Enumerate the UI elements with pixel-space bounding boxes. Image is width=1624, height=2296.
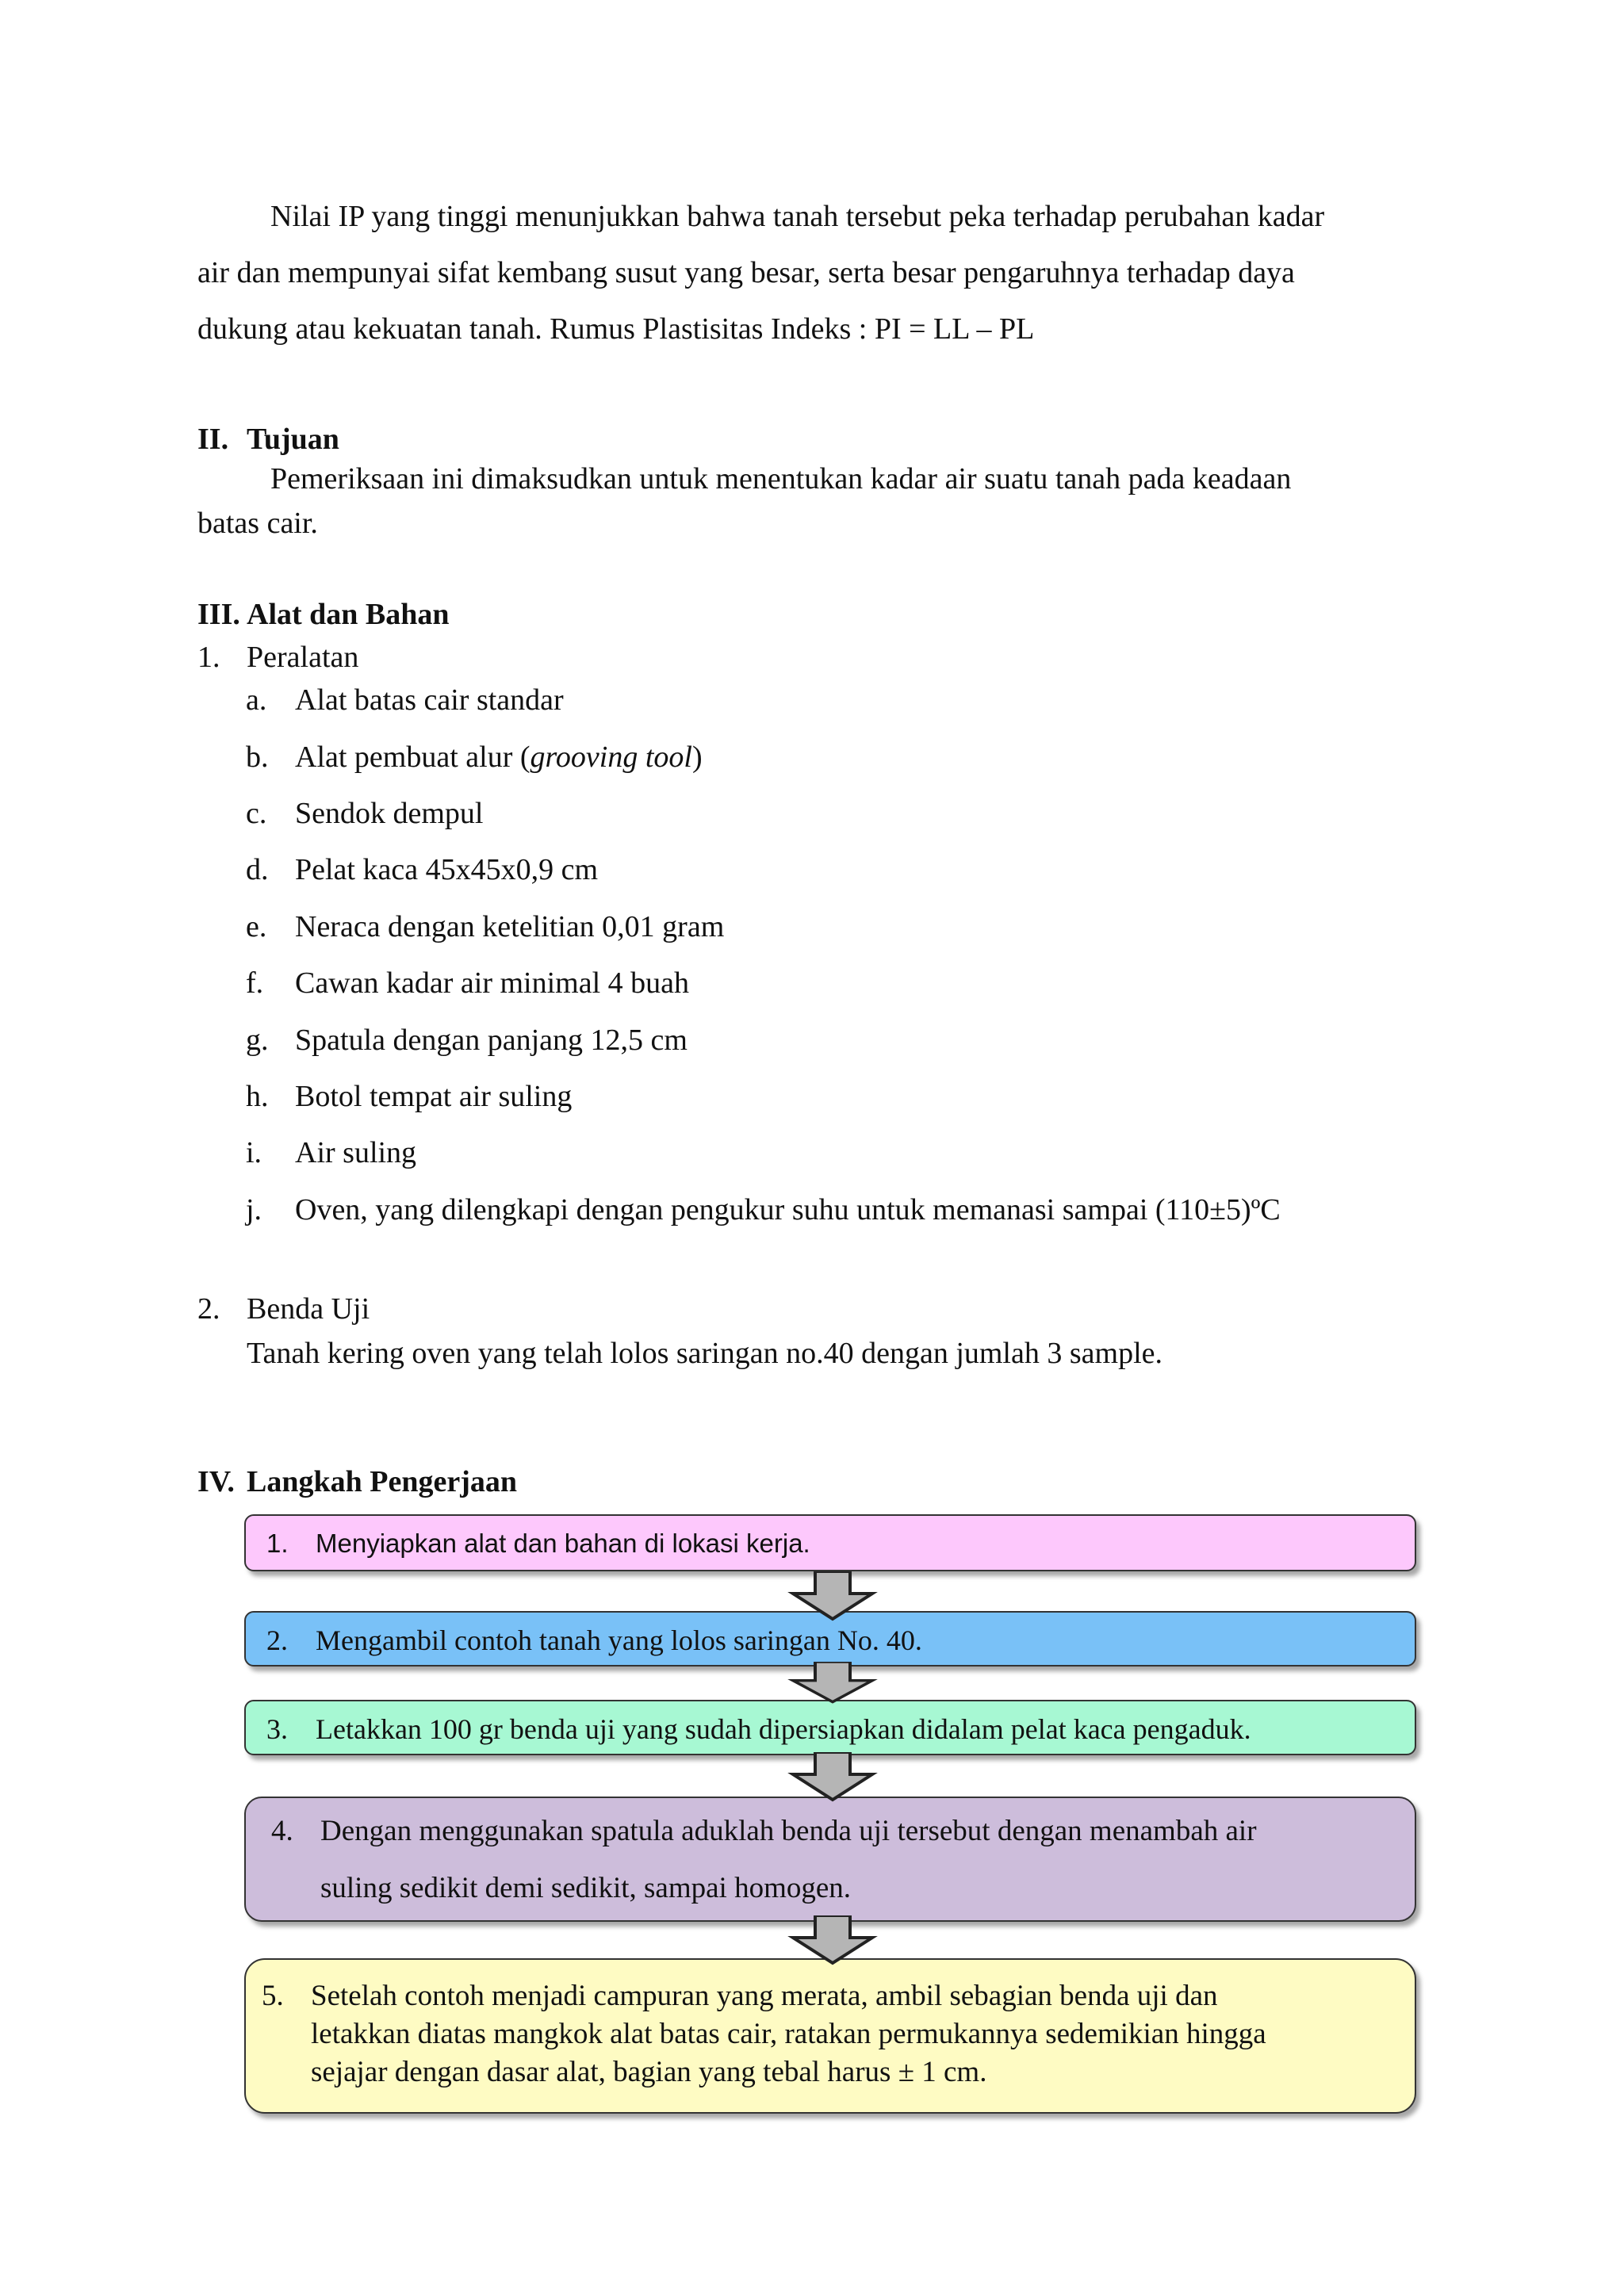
item-text-after: ) [691,740,703,774]
flow-step-3 [244,1700,1416,1755]
step-text-line-2: suling sedikit demi sedikit, sampai homogen. [320,1872,852,1904]
peralatan-heading [197,637,358,677]
tujuan-line-2: batas cair. [197,507,318,540]
list-number: 1. [197,641,220,674]
benda-uji-title: Benda Uji [247,1292,370,1326]
step-number: 5. [262,1980,284,2012]
benda-uji-text: Tanah kering oven yang telah lolos saringan no.40 dengan jumlah 3 sample. [247,1337,1162,1370]
item-letter: g. [246,1024,269,1057]
section-heading-tujuan [197,419,339,459]
section-number: IV. [197,1465,235,1498]
item-text: Botol tempat air suling [295,1080,573,1113]
peralatan-item [246,850,598,890]
item-letter: j. [246,1193,262,1226]
item-letter: a. [246,683,267,717]
step-text-line-1: Dengan menggunakan spatula aduklah benda uji tersebut dengan menambah air [320,1815,1257,1847]
item-letter: c. [246,797,267,830]
intro-line-2: air dan mempunyai sifat kembang susut yang besar, serta besar pengaruhnya terhadap daya [197,256,1295,289]
tujuan-paragraph [197,457,1431,545]
section-title: Tujuan [247,423,339,456]
benda-uji-heading [197,1289,370,1329]
section-heading-langkah [197,1462,517,1502]
intro-line-1: Nilai IP yang tinggi menunjukkan bahwa tanah tersebut peka terhadap perubahan kadar [270,200,1325,233]
item-text-italic: grooving tool [530,740,692,774]
step-number: 4. [271,1815,293,1847]
item-text: Oven, yang dilengkapi dengan pengukur suhu untuk memanasi sampai (110±5)ºC [295,1193,1281,1226]
step-number: 1. [266,1529,289,1558]
item-text: Cawan kadar air minimal 4 buah [295,966,690,1000]
step-text-line-3: sejajar dengan dasar alat, bagian yang tebal harus ± 1 cm. [311,2056,987,2088]
peralatan-item [246,794,483,833]
step-text: Mengambil contoh tanah yang lolos saringan No. 40. [316,1624,922,1656]
down-arrow-icon [785,1571,880,1622]
item-letter: h. [246,1080,269,1113]
section-number: II. [197,423,229,456]
list-number: 2. [197,1292,220,1326]
item-text: Alat pembuat alur ( [295,740,530,774]
intro-paragraph [197,189,1431,358]
flow-step-1 [244,1514,1416,1571]
peralatan-item [246,907,724,947]
peralatan-item [246,680,564,720]
item-letter: e. [246,910,267,943]
flow-step-5 [244,1958,1416,2114]
item-letter: d. [246,853,269,886]
peralatan-item [246,737,703,777]
tujuan-line-1: Pemeriksaan ini dimaksudkan untuk menentukan kadar air suatu tanah pada keadaan [270,462,1292,496]
section-heading-alat-bahan [197,595,450,634]
section-number: III. [197,598,240,631]
peralatan-item [246,1020,688,1060]
item-letter: f. [246,966,264,1000]
down-arrow-icon [785,1915,880,1966]
item-text: Pelat kaca 45x45x0,9 cm [295,853,599,886]
peralatan-item [246,1133,416,1173]
step-text: Menyiapkan alat dan bahan di lokasi kerja. [316,1529,810,1558]
step-number: 3. [266,1713,288,1745]
peralatan-item [246,1190,1281,1230]
intro-line-3: dukung atau kekuatan tanah. Rumus Plastisitas Indeks : PI = LL – PL [197,312,1035,346]
item-text: Spatula dengan panjang 12,5 cm [295,1024,688,1057]
section-title: Langkah Pengerjaan [247,1465,517,1498]
step-text-line-2: letakkan diatas mangkok alat batas cair, ratakan permukannya sedemikian hingga [311,2018,1266,2050]
peralatan-item [246,963,689,1003]
flow-step-4 [244,1797,1416,1922]
down-arrow-icon [785,1752,880,1803]
peralatan-title: Peralatan [247,641,359,674]
step-number: 2. [266,1624,288,1656]
peralatan-item [246,1077,572,1116]
item-letter: i. [246,1136,262,1169]
step-text-line-1: Setelah contoh menjadi campuran yang merata, ambil sebagian benda uji dan [311,1980,1218,2012]
item-text: Alat batas cair standar [295,683,564,717]
item-text: Sendok dempul [295,797,484,830]
item-text: Air suling [295,1136,417,1169]
item-text: Neraca dengan ketelitian 0,01 gram [295,910,725,943]
item-letter: b. [246,740,269,774]
step-text: Letakkan 100 gr benda uji yang sudah dipersiapkan didalam pelat kaca pengaduk. [316,1713,1251,1745]
section-title: Alat dan Bahan [247,598,450,631]
down-arrow-icon [785,1662,880,1705]
